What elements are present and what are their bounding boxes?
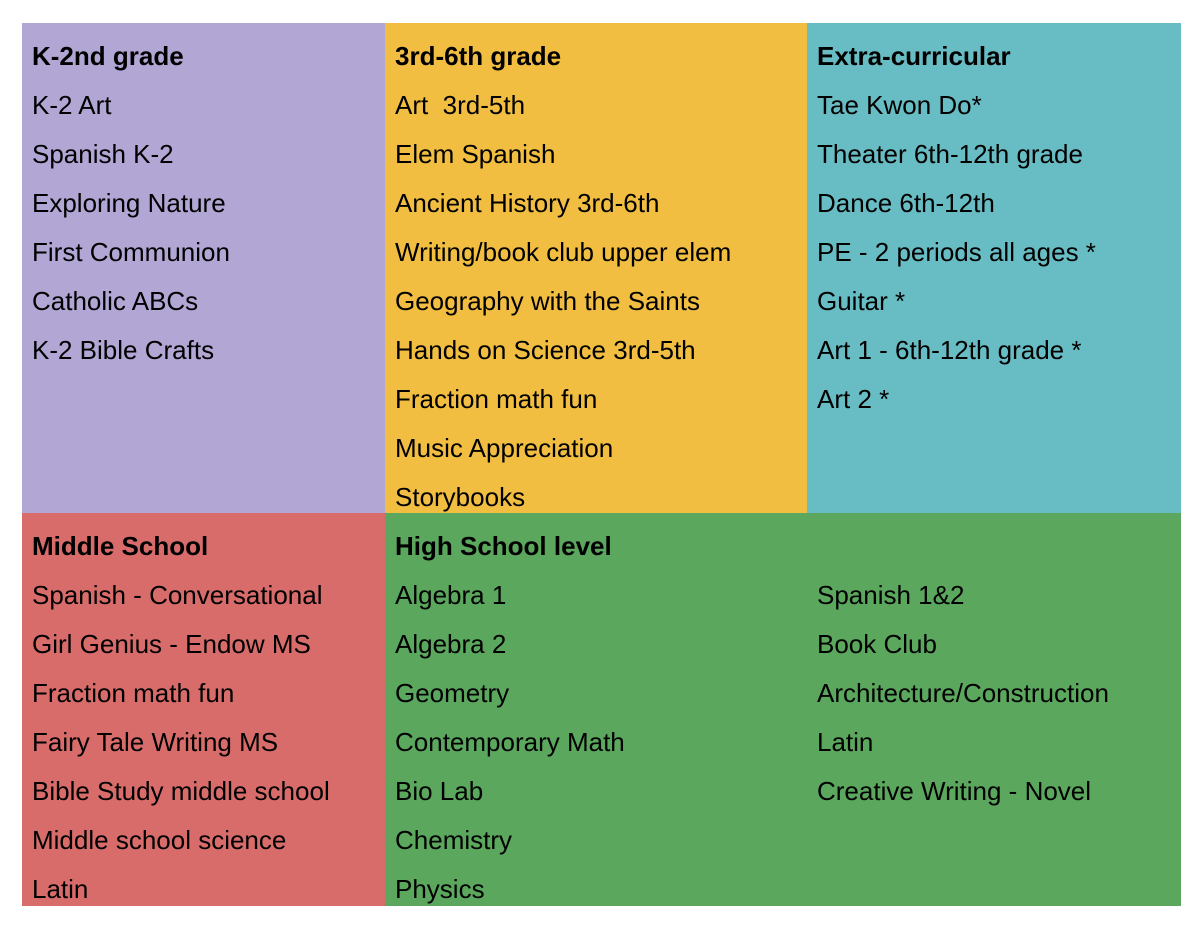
k2-cell — [22, 23, 385, 513]
extra-curricular-cell — [807, 23, 1181, 513]
extra-curricular-item: Tae Kwon Do* — [817, 90, 982, 120]
high-school-second-column — [807, 513, 1181, 906]
course-grid — [22, 23, 1181, 906]
k2-item: Catholic ABCs — [32, 286, 199, 316]
grade36-item: Hands on Science 3rd-5th — [395, 335, 696, 365]
middle-school-item: Middle school science — [32, 825, 287, 855]
k2-item: Exploring Nature — [32, 188, 226, 218]
high-school-cell — [385, 513, 807, 906]
grade36-item: Geography with the Saints — [395, 286, 700, 316]
grade36-cell — [385, 23, 807, 513]
grade36-item: Writing/book club upper elem — [395, 237, 732, 267]
high-school-heading: High School level — [395, 531, 612, 561]
middle-school-heading: Middle School — [32, 531, 209, 561]
high-school-item: Latin — [817, 727, 874, 757]
grade36-item: Ancient History 3rd-6th — [395, 188, 660, 218]
grade36-item: Music Appreciation — [395, 433, 614, 463]
extra-curricular-heading: Extra-curricular — [817, 41, 1011, 71]
high-school-item: Algebra 1 — [395, 580, 507, 610]
high-school-item: Contemporary Math — [395, 727, 625, 757]
extra-curricular-item: Theater 6th-12th grade — [817, 139, 1083, 169]
middle-school-item: Fairy Tale Writing MS — [32, 727, 279, 757]
high-school-item: Geometry — [395, 678, 510, 708]
k2-item: K-2 Bible Crafts — [32, 335, 215, 365]
extra-curricular-item: Guitar * — [817, 286, 906, 316]
extra-curricular-item: Art 2 * — [817, 384, 890, 414]
middle-school-item: Bible Study middle school — [32, 776, 330, 806]
high-school-item: Architecture/Construction — [817, 678, 1109, 708]
high-school-item: Chemistry — [395, 825, 513, 855]
high-school-item: Physics — [395, 874, 485, 904]
k2-heading: K-2nd grade — [32, 41, 184, 71]
grade36-item: Storybooks — [395, 482, 526, 512]
grade36-heading: 3rd-6th grade — [395, 41, 562, 71]
k2-item: First Communion — [32, 237, 230, 267]
k2-item: K-2 Art — [32, 90, 112, 120]
high-school-item: Bio Lab — [395, 776, 484, 806]
high-school-item: Book Club — [817, 629, 937, 659]
middle-school-item: Latin — [32, 874, 89, 904]
high-school-item: Creative Writing - Novel — [817, 776, 1092, 806]
high-school-item: Algebra 2 — [395, 629, 507, 659]
middle-school-item: Fraction math fun — [32, 678, 235, 708]
middle-school-item: Girl Genius - Endow MS — [32, 629, 311, 659]
middle-school-item: Spanish - Conversational — [32, 580, 323, 610]
grade36-item: Elem Spanish — [395, 139, 556, 169]
grade36-item: Art 3rd-5th — [395, 90, 526, 120]
extra-curricular-item: PE - 2 periods all ages * — [817, 237, 1096, 267]
extra-curricular-item: Art 1 - 6th-12th grade * — [817, 335, 1082, 365]
high-school-item: Spanish 1&2 — [817, 580, 965, 610]
middle-school-cell — [22, 513, 385, 906]
extra-curricular-item: Dance 6th-12th — [817, 188, 995, 218]
grade36-item: Fraction math fun — [395, 384, 598, 414]
high-school-spacer — [817, 522, 1181, 571]
k2-item: Spanish K-2 — [32, 139, 174, 169]
